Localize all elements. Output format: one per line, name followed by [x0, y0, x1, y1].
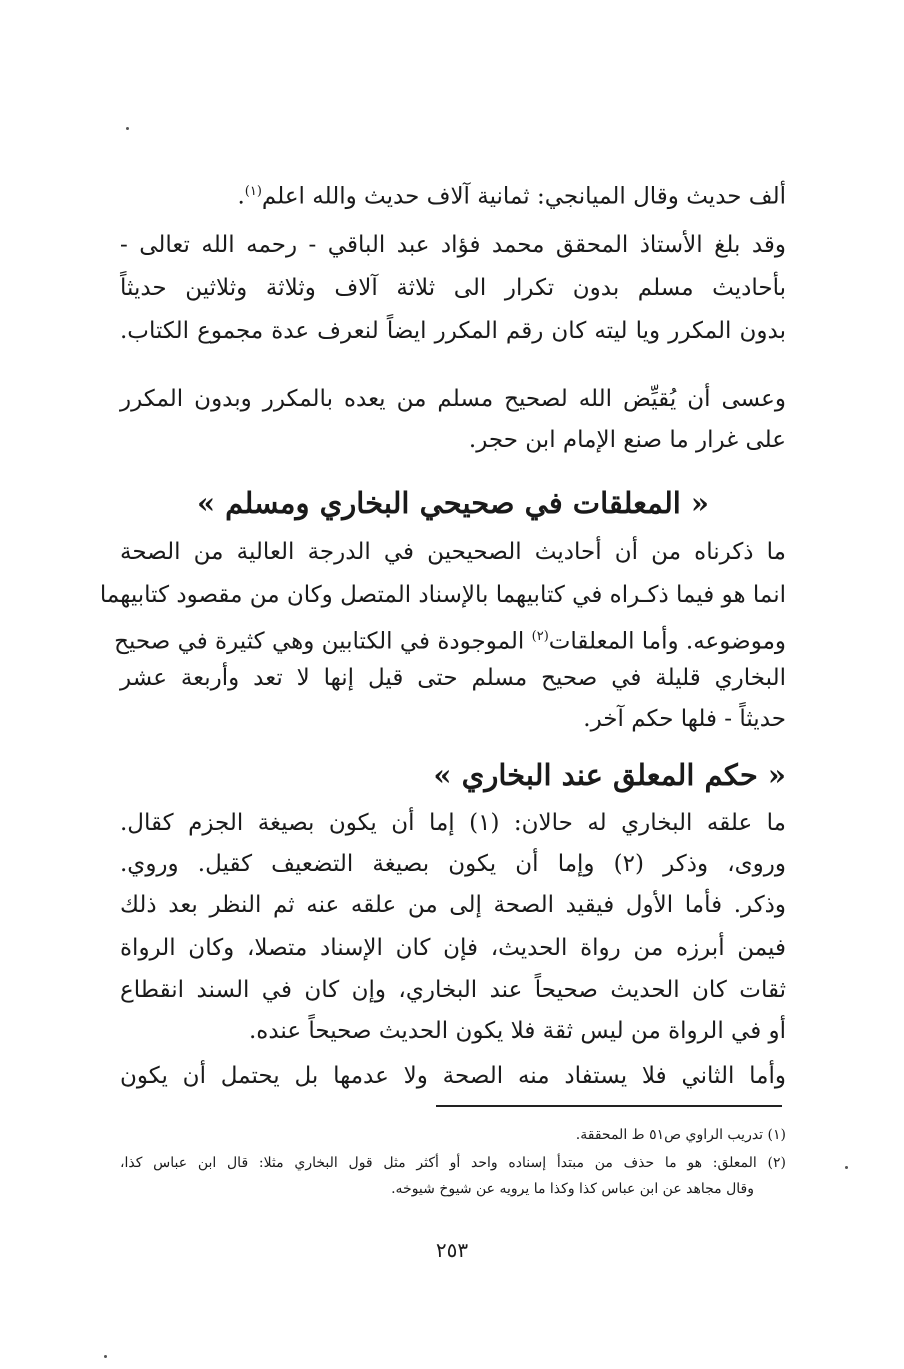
- text-run: الموجودة في الكتابين وهي كثيرة في صحيح: [114, 628, 532, 655]
- scan-speck: [845, 1166, 848, 1169]
- paragraph-line: وقد بلغ الأستاذ المحقق محمد فؤاد عبد الباقي - رحمه الله تعالى -: [120, 232, 786, 258]
- footnote-marker: (١): [767, 1127, 786, 1143]
- section-heading: « المعلقات في صحيحي البخاري ومسلم »: [196, 486, 710, 520]
- scan-speck: [104, 1355, 107, 1358]
- paragraph-line: فيمن أبرزه من رواة الحديث، فإن كان الإسناد متصلا، وكان الرواة: [120, 935, 786, 961]
- text-run: وموضوعه. وأما المعلقات: [548, 628, 786, 655]
- footnote-text: المعلق: هو ما حذف من مبتدأ إسناده واحد أو أكثر مثل قول البخاري مثلا: قال ابن عباس كذا،: [120, 1155, 757, 1171]
- paragraph-line: وأما الثاني فلا يستفاد منه الصحة ولا عدمها بل يحتمل أن يكون: [120, 1063, 786, 1089]
- footnote-reference[interactable]: (٢): [531, 629, 549, 644]
- paragraph-line: وذكر. فأما الأول فيقيد الصحة إلى من علقه عنه ثم النظر بعد ذلك: [120, 892, 786, 918]
- text-run: ألف حديث وقال الميانجي: ثمانية آلاف حديث والله اعلم: [261, 183, 786, 210]
- paragraph-line: على غرار ما صنع الإمام ابن حجر.: [468, 427, 786, 453]
- section-heading: « حكم المعلق عند البخاري »: [433, 758, 786, 792]
- paragraph-line: وعسى أن يُقيِّض الله لصحيح مسلم من يعده بالمكرر وبدون المكرر: [120, 386, 786, 412]
- paragraph-line: بدون المكرر ويا ليته كان رقم المكرر ايضاً لنعرف عدة مجموع الكتاب.: [120, 318, 786, 344]
- paragraph-line: انما هو فيما ذكـراه في كتابيهما بالإسناد المتصل وكان من مقصود كتابيهما: [99, 582, 786, 608]
- paragraph-line: حديثاً - فلها حكم آخر.: [583, 706, 786, 732]
- paragraph-line: بأحاديث مسلم بدون تكرار الى ثلاثة آلاف وثلاثة وثلاثين حديثاً: [120, 275, 786, 301]
- footnote-marker: (٢): [767, 1155, 786, 1171]
- paragraph-line: ثقات كان الحديث صحيحاً عند البخاري، وإن كان في السند انقطاع: [120, 977, 786, 1003]
- paragraph-line: أو في الرواة من ليس ثقة فلا يكون الحديث صحيحاً عنده.: [248, 1018, 786, 1044]
- scan-speck: [126, 127, 129, 130]
- paragraph-line: ما ذكرناه من أن أحاديث الصحيحين في الدرجة العالية من الصحة: [120, 539, 786, 565]
- footnote-reference[interactable]: (١): [244, 184, 262, 199]
- paragraph-line: ما علقه البخاري له حالان: (١) إما أن يكون بصيغة الجزم كقال.: [120, 810, 786, 836]
- footnote-continuation: وقال مجاهد عن ابن عباس كذا وكذا ما يرويه عن شيوخ شيوخه.: [391, 1181, 754, 1197]
- footnote-text: تدريب الراوي ص٥١ ط المحققة.: [575, 1127, 764, 1143]
- footnote: [120, 1152, 786, 1174]
- page-number: ٢٥٣: [435, 1238, 469, 1262]
- paragraph-line: [114, 619, 786, 660]
- paragraph-line: ألف حديث وقال الميانجي: ثمانية آلاف حديث والله اعلم$^{(١)}$.: [237, 183, 786, 210]
- footnote-separator: [436, 1105, 782, 1107]
- paragraph-line: البخاري قليلة في صحيح مسلم حتى قيل إنها لا تعد وأربعة عشر: [120, 665, 786, 691]
- paragraph-line: وروى، وذكر (٢) وإما أن يكون بصيغة التضعيف كقيل. وروي.: [120, 851, 786, 877]
- footnote: [120, 1124, 786, 1146]
